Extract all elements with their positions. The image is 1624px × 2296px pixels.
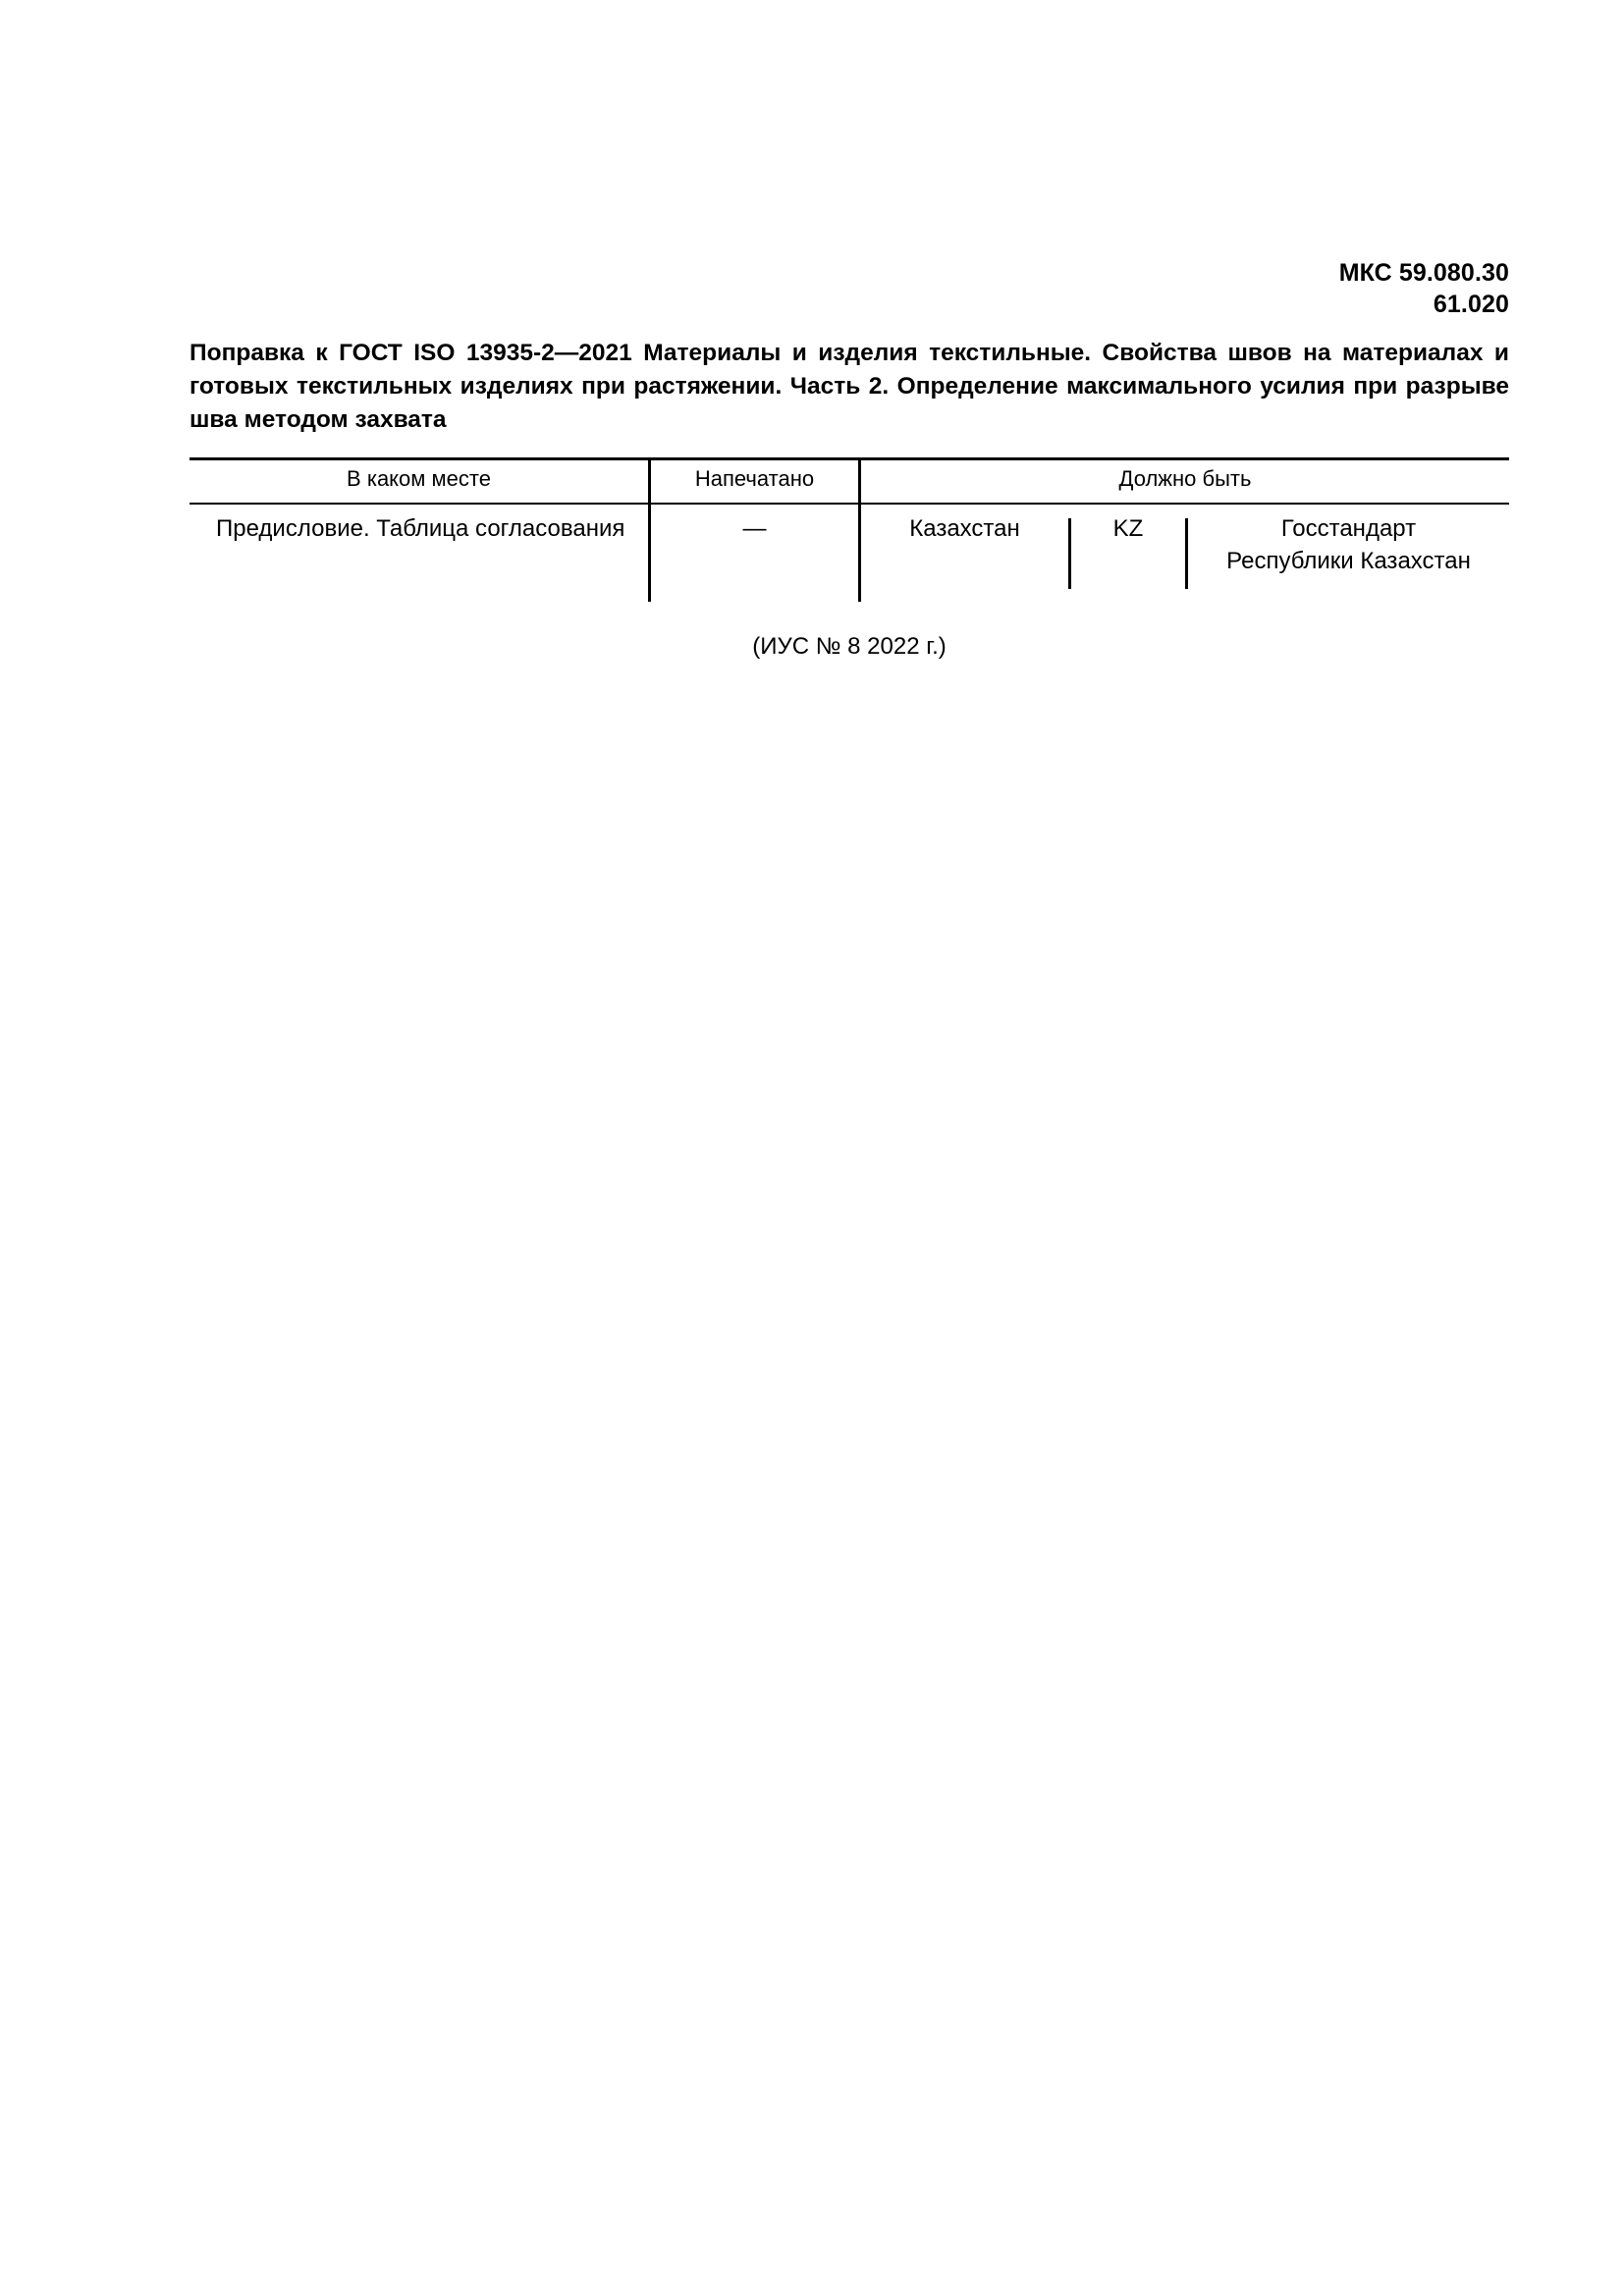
table-top-rule — [189, 457, 1509, 460]
table-header-should-be: Должно быть — [1118, 466, 1252, 491]
table-header-where: В каком месте — [347, 466, 491, 491]
page-title: Поправка к ГОСТ ISO 13935-2—2021 Материалы и изделия текстильные. Свойства швов на материалах и готовых текстильных изделиях при растяжении. Часть 2. Определение максимального усилия при разрыве шва методом захвата — [189, 340, 1509, 433]
table-header-rule — [189, 503, 1509, 505]
classification-code-secondary: 61.020 — [1433, 291, 1509, 318]
table-cell-country-code: KZ — [1112, 515, 1144, 542]
table-cell-authority — [1188, 512, 1509, 577]
authority-line-2: Республики Казахстан — [1226, 548, 1471, 574]
table-cell-printed: — — [742, 515, 767, 542]
bulletin-reference: (ИУС № 8 2022 г.) — [752, 633, 947, 660]
classification-codes — [189, 257, 1509, 320]
table-header-printed: Напечатано — [694, 466, 815, 491]
table-cell-where: Предисловие. Таблица согласования — [216, 515, 625, 542]
classification-code-primary: МКС 59.080.30 — [1338, 259, 1509, 287]
table-cell-country: Казахстан — [909, 515, 1020, 542]
authority-line-1: Госстандарт — [1280, 515, 1417, 542]
